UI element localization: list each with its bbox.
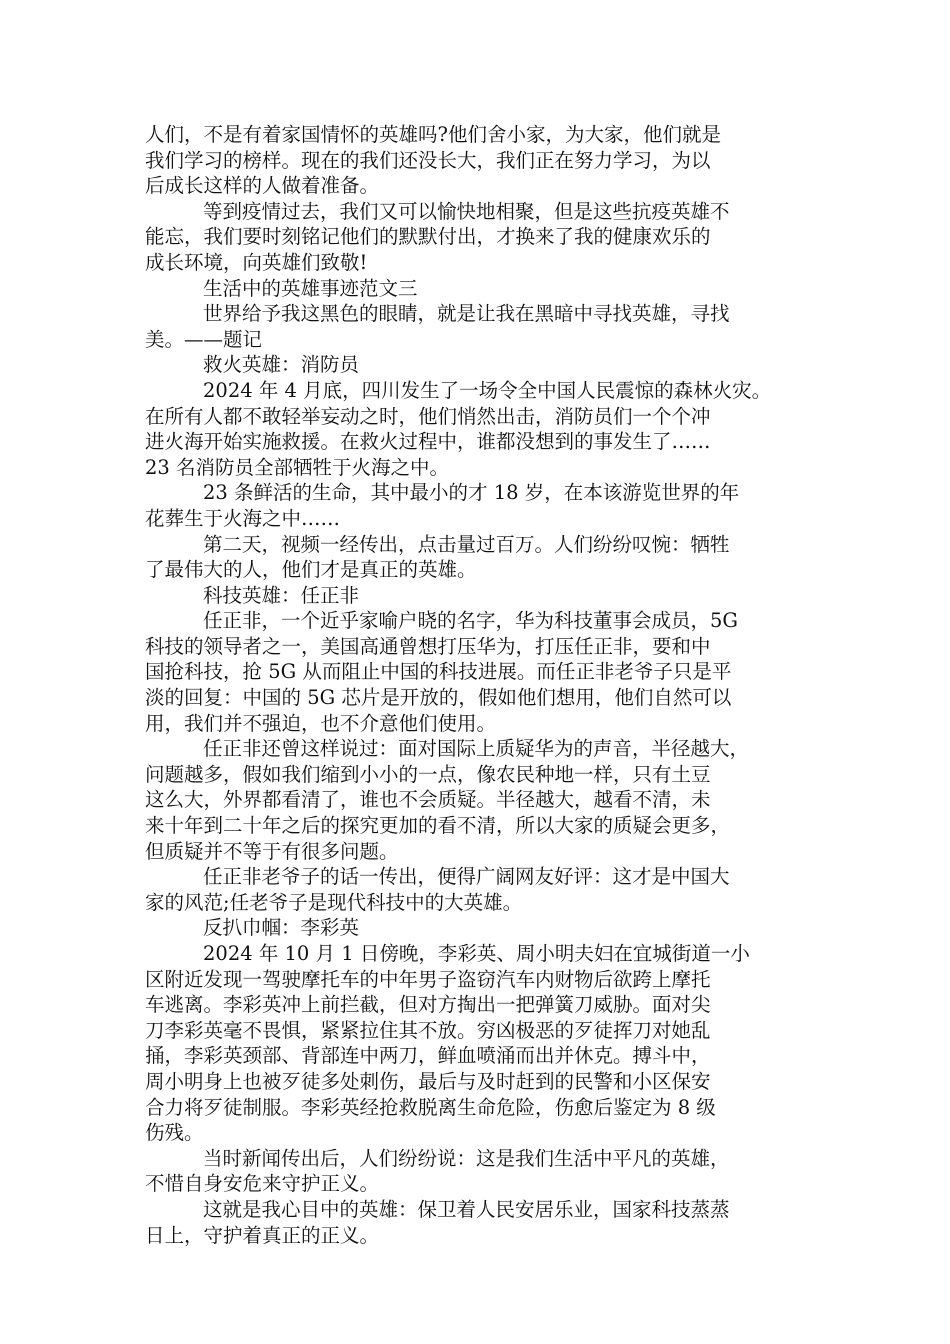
text-line: 科技的领导者之一，美国高通曾想打压华为，打压任正非，要和中 bbox=[145, 634, 711, 658]
text-line: 后成长这样的人做着准备。 bbox=[145, 174, 380, 198]
paragraph bbox=[145, 864, 810, 915]
text-line: 伤残。 bbox=[145, 1121, 204, 1145]
text-line: 周小明身上也被歹徒多处刺伤，最后与及时赶到的民警和小区保安 bbox=[145, 1069, 711, 1093]
text-line: 日上，守护着真正的正义。 bbox=[145, 1223, 380, 1247]
text-line: 这么大，外界都看清了，谁也不会质疑。半径越大，越看不清，未 bbox=[145, 788, 711, 812]
text-line: 2024 年 4 月底，四川发生了一场令全中国人民震惊的森林火灾。 bbox=[203, 378, 772, 402]
text-line: 淡的回复：中国的 5G 芯片是开放的，假如他们想用，他们自然可以 bbox=[145, 686, 732, 710]
text-line: 当时新闻传出后，人们纷纷说：这是我们生活中平凡的英雄， bbox=[203, 1146, 730, 1170]
paragraph bbox=[145, 122, 810, 199]
text-line: 区附近发现一驾驶摩托车的中年男子盗窃汽车内财物后欲跨上摩托 bbox=[145, 967, 711, 991]
text-line: 第二天，视频一经传出，点击量过百万。人们纷纷叹惋：牺牲 bbox=[203, 532, 730, 556]
text-line: 生活中的英雄事迹范文三 bbox=[203, 276, 418, 300]
paragraph bbox=[145, 1146, 810, 1197]
text-line: 不惜自身安危来守护正义。 bbox=[145, 1172, 380, 1196]
paragraph bbox=[145, 608, 810, 736]
text-line: 国抢科技，抢 5G 从而阻止中国的科技进展。而任正非老爷子只是平 bbox=[145, 660, 732, 684]
text-line: 成长环境，向英雄们致敬! bbox=[145, 250, 368, 274]
text-line: 世界给予我这黑色的眼睛，就是让我在黑暗中寻找英雄，寻找 bbox=[203, 302, 730, 326]
text-line: 我们学习的榜样。现在的我们还没长大，我们正在努力学习，为以 bbox=[145, 148, 711, 172]
text-line: 进火海开始实施救援。在救火过程中，谁都没想到的事发生了…… bbox=[145, 430, 711, 454]
paragraph bbox=[145, 480, 810, 531]
text-line: 人们，不是有着家国情怀的英雄吗?他们舍小家，为大家，他们就是 bbox=[145, 123, 721, 146]
paragraph bbox=[145, 915, 810, 941]
paragraph bbox=[145, 532, 810, 583]
text-line: 合力将歹徒制服。李彩英经抢救脱离生命危险，伤愈后鉴定为 8 级 bbox=[145, 1095, 716, 1119]
document-body bbox=[145, 122, 810, 1248]
paragraph bbox=[145, 199, 810, 276]
text-line: 反扒巾帼：李彩英 bbox=[203, 916, 360, 940]
text-line: 美。——题记 bbox=[145, 327, 263, 351]
text-line: 来十年到二十年之后的探究更加的看不清，所以大家的质疑会更多， bbox=[145, 814, 731, 838]
paragraph bbox=[145, 1197, 810, 1248]
paragraph bbox=[145, 276, 810, 302]
text-line: 能忘，我们要时刻铭记他们的默默付出，才换来了我的健康欢乐的 bbox=[145, 225, 711, 249]
text-line: 捅，李彩英颈部、背部连中两刀，鲜血喷涌而出并休克。搏斗中， bbox=[145, 1044, 711, 1068]
text-line: 刀李彩英毫不畏惧，紧紧拉住其不放。穷凶极恶的歹徒挥刀对她乱 bbox=[145, 1018, 711, 1042]
text-line: 23 名消防员全部牺牲于火海之中。 bbox=[145, 455, 450, 479]
text-line: 2024 年 10 月 1 日傍晚，李彩英、周小明夫妇在宜城街道一小 bbox=[203, 942, 750, 965]
paragraph bbox=[145, 301, 810, 352]
paragraph bbox=[145, 583, 810, 609]
text-line: 任正非，一个近乎家喻户晓的名字，华为科技董事会成员，5G bbox=[203, 609, 738, 633]
text-line: 问题越多，假如我们缩到小小的一点，像农民种地一样，只有土豆 bbox=[145, 762, 711, 786]
paragraph bbox=[145, 378, 810, 480]
text-line: 花葬生于火海之中…… bbox=[145, 506, 341, 530]
text-line: 用，我们并不强迫，也不介意他们使用。 bbox=[145, 711, 497, 735]
text-line: 救火英雄：消防员 bbox=[203, 353, 360, 377]
text-line: 等到疫情过去，我们又可以愉快地相聚，但是这些抗疫英雄不 bbox=[203, 199, 730, 223]
text-line: 车逃离。李彩英冲上前拦截，但对方掏出一把弹簧刀威胁。面对尖 bbox=[145, 993, 711, 1017]
text-line: 家的风范;任老爷子是现代科技中的大英雄。 bbox=[145, 890, 523, 914]
text-line: 但质疑并不等于有很多问题。 bbox=[145, 839, 399, 863]
paragraph bbox=[145, 736, 810, 864]
text-line: 23 条鲜活的生命，其中最小的才 18 岁，在本该游览世界的年 bbox=[203, 481, 740, 505]
text-line: 科技英雄：任正非 bbox=[203, 583, 360, 607]
text-line: 任正非还曾这样说过：面对国际上质疑华为的声音，半径越大， bbox=[203, 737, 750, 761]
text-line: 了最伟大的人，他们才是真正的英雄。 bbox=[145, 558, 477, 582]
paragraph bbox=[145, 941, 810, 1146]
paragraph bbox=[145, 352, 810, 378]
text-line: 在所有人都不敢轻举妄动之时，他们悄然出击，消防员们一个个冲 bbox=[145, 404, 711, 428]
text-line: 任正非老爷子的话一传出，便得广阔网友好评：这才是中国大 bbox=[203, 865, 730, 889]
text-line: 这就是我心目中的英雄：保卫着人民安居乐业，国家科技蒸蒸 bbox=[203, 1197, 730, 1221]
